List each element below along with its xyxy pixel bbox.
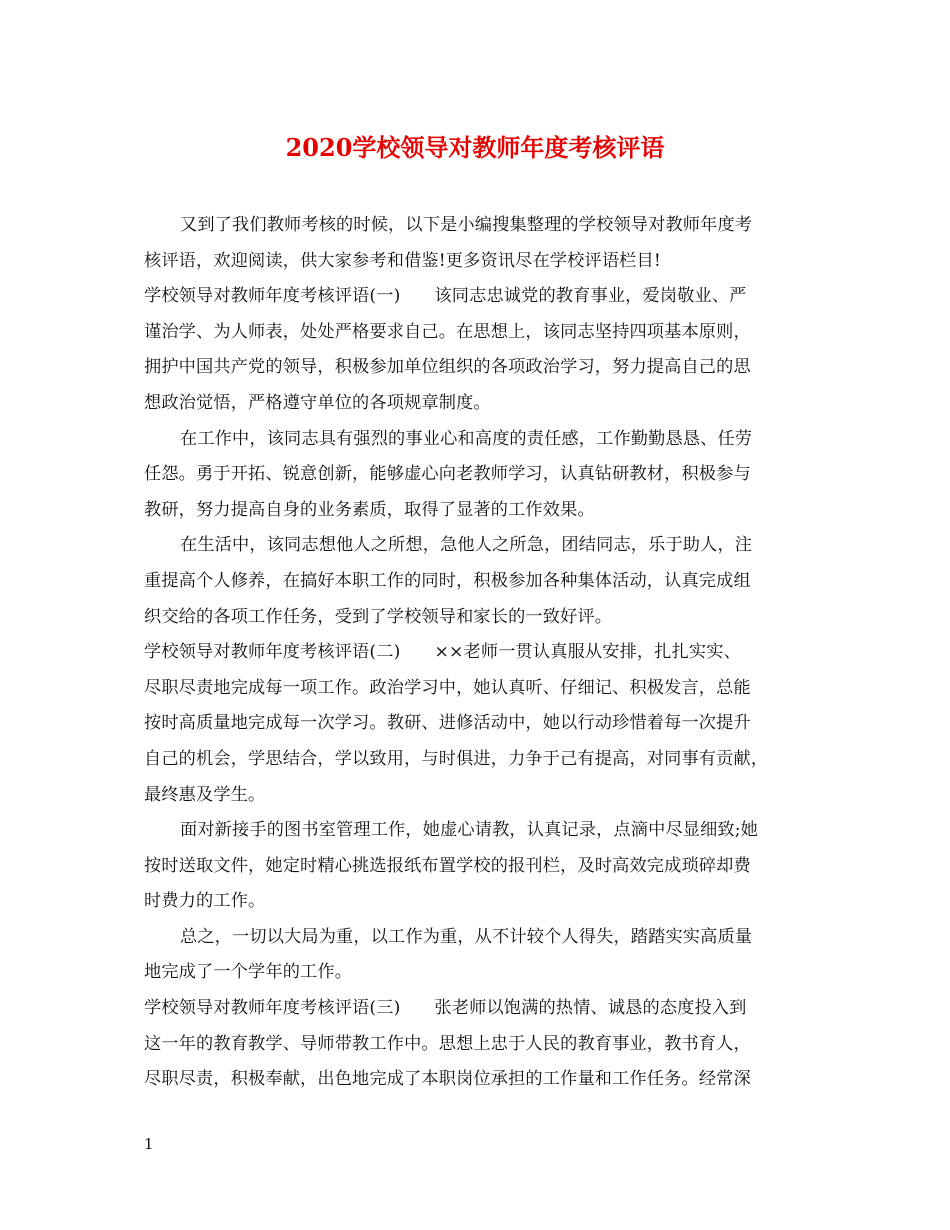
section-heading-line bbox=[144, 279, 814, 315]
body-line: 总之，一切以大局为重，以工作为重，从不计较个人得失，踏踏实实高质量 bbox=[180, 926, 753, 947]
body-line: 拥护中国共产党的领导，积极参加单位组织的各项政治学习，努力提高自己的思 bbox=[144, 357, 751, 378]
section-heading-2: 学校领导对教师年度考核评语(二) bbox=[144, 642, 401, 663]
body-text: 张老师以饱满的热情、诚恳的态度投入到 bbox=[434, 998, 747, 1019]
section-heading-line bbox=[144, 635, 814, 671]
body-line: 面对新接手的图书室管理工作，她虚心请教，认真记录，点滴中尽显细致;她 bbox=[180, 820, 759, 841]
body-line: 任怨。勇于开拓、锐意创新，能够虚心向老教师学习，认真钻研教材，积极参与 bbox=[144, 464, 751, 485]
body-line: 地完成了一个学年的工作。 bbox=[144, 962, 353, 983]
body-line: 按时高质量地完成每一次学习。教研、进修活动中，她以行动珍惜着每一次提升 bbox=[144, 713, 751, 734]
section-heading-1: 学校领导对教师年度考核评语(一) bbox=[144, 286, 401, 307]
body-line: 谨治学、为人师表，处处严格要求自己。在思想上，该同志坚持四项基本原则， bbox=[144, 321, 751, 342]
section-heading-3: 学校领导对教师年度考核评语(三) bbox=[144, 998, 401, 1019]
body-line: 自己的机会，学思结合，学以致用，与时俱进，力争于己有提高，对同事有贡献， bbox=[144, 748, 769, 769]
body-line: 想政治觉悟，严格遵守单位的各项规章制度。 bbox=[144, 392, 491, 413]
body-line: 时费力的工作。 bbox=[144, 891, 266, 912]
body-line: 尽职尽责，积极奉献，出色地完成了本职岗位承担的工作量和工作任务。经常深 bbox=[144, 1069, 751, 1090]
page-number: 1 bbox=[144, 1135, 154, 1153]
body-line: 又到了我们教师考核的时候，以下是小编搜集整理的学校领导对教师年度考 bbox=[180, 215, 753, 235]
body-line: 重提高个人修养，在搞好本职工作的同时，积极参加各种集体活动，认真完成组 bbox=[144, 570, 751, 591]
body-line: 在生活中，该同志想他人之所想，急他人之所急，团结同志，乐于助人，注 bbox=[180, 535, 753, 556]
body-text: ××老师一贯认真服从安排，扎扎实实、 bbox=[434, 642, 741, 663]
section-heading-line bbox=[144, 991, 814, 1027]
body-line: 最终惠及学生。 bbox=[144, 784, 266, 805]
body-line: 按时送取文件，她定时精心挑选报纸布置学校的报刊栏，及时高效完成琐碎却费 bbox=[144, 855, 751, 876]
document-body bbox=[144, 208, 814, 1098]
body-line: 织交给的各项工作任务，受到了学校领导和家长的一致好评。 bbox=[144, 606, 613, 627]
body-text: 该同志忠诚党的教育事业，爱岗敬业、严 bbox=[434, 286, 747, 307]
body-line: 教研，努力提高自身的业务素质，取得了显著的工作效果。 bbox=[144, 499, 595, 520]
document-title: 2020学校领导对教师年度考核评语 bbox=[285, 133, 665, 162]
body-line: 在工作中，该同志具有强烈的事业心和高度的责任感，工作勤勤恳恳、任劳 bbox=[180, 428, 753, 449]
body-line: 这一年的教育教学、导师带教工作中。思想上忠于人民的教育事业，教书育人， bbox=[144, 1033, 751, 1054]
body-line: 核评语，欢迎阅读，供大家参考和借鉴!更多资讯尽在学校评语栏目! bbox=[144, 250, 661, 271]
body-line: 尽职尽责地完成每一项工作。政治学习中，她认真听、仔细记、积极发言，总能 bbox=[144, 677, 751, 698]
